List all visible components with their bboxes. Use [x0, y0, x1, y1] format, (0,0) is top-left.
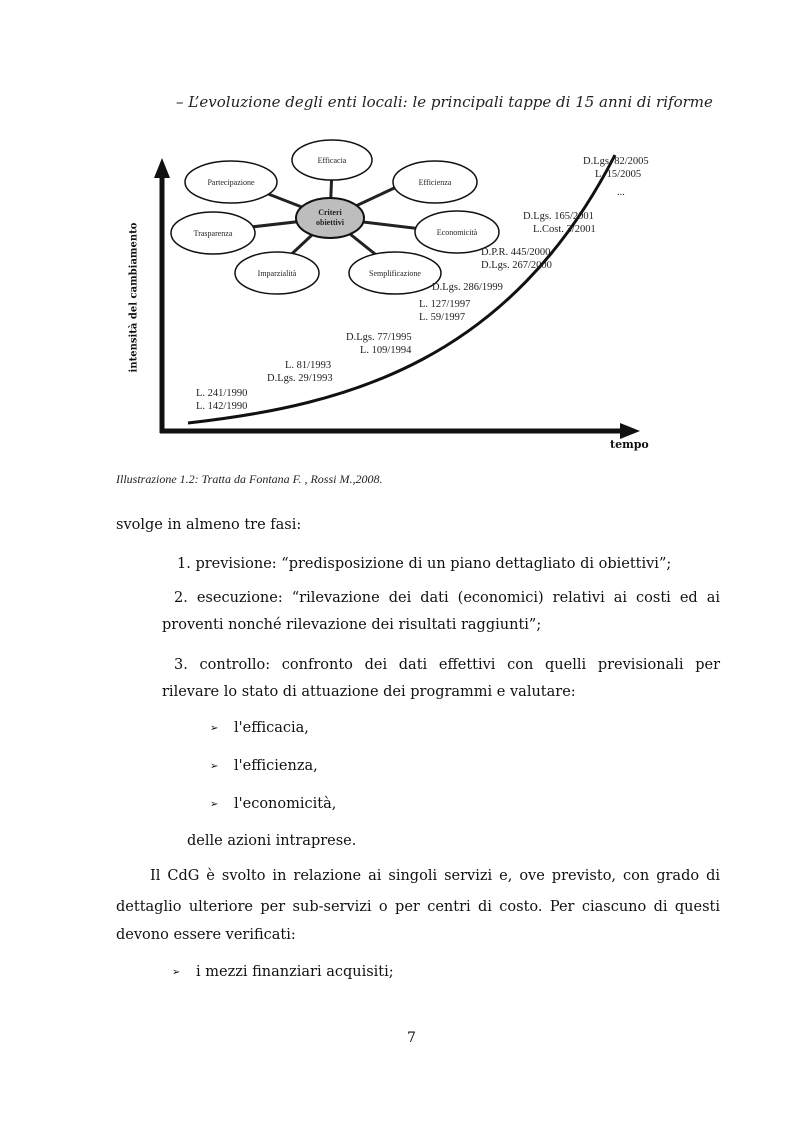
milestone-line: D.Lgs. 29/1993	[267, 373, 333, 384]
milestone	[583, 155, 649, 181]
milestone-line: L. 142/1990	[196, 401, 248, 412]
milestone	[481, 246, 552, 272]
figure-diagram	[110, 80, 670, 460]
bubble-label: Imparzialità	[257, 269, 297, 278]
y-axis-label: intensità del cambiamento	[128, 222, 140, 373]
bubble-label: Trasparenza	[193, 229, 233, 238]
sub-item: l'efficacia,	[234, 720, 309, 736]
x-axis-label: tempo	[610, 438, 649, 451]
bubble-label: Efficacia	[317, 156, 347, 165]
milestone	[346, 331, 412, 357]
last-item: i mezzi finanziari acquisiti;	[196, 964, 394, 980]
bubble-label: Efficienza	[418, 178, 452, 187]
page-number: 7	[407, 1030, 416, 1046]
center-label-1: Criteri	[318, 208, 342, 217]
milestone-line: L. 241/1990	[196, 388, 248, 399]
bubble-label: Partecipazione	[207, 178, 255, 187]
milestone-line: D.Lgs. 82/2005	[583, 156, 649, 167]
bullet-arrow-icon: ➢	[172, 967, 181, 978]
bullet-arrow-icon: ➢	[210, 761, 219, 772]
bullet-arrow-icon: ➢	[210, 799, 219, 810]
milestone-line: D.Lgs. 165/2001	[523, 211, 594, 222]
milestone-line: L. 109/1994	[360, 345, 412, 356]
milestone-line: L. 81/1993	[285, 360, 332, 371]
phase-2-line-1: 2. esecuzione: “rilevazione dei dati (economici) relativi ai costi ed ai	[174, 590, 720, 606]
milestone	[523, 210, 596, 236]
sub-item: l'efficienza,	[234, 758, 318, 774]
phase-3-line-2: rilevare lo stato di attuazione dei programmi e valutare:	[162, 684, 576, 700]
intro-text: svolge in almeno tre fasi:	[116, 517, 302, 533]
figure-title: – L’evoluzione degli enti locali: le principali tappe di 15 anni di riforme	[176, 93, 713, 111]
milestone-line: D.Lgs. 77/1995	[346, 332, 412, 343]
milestone-line: D.P.R. 445/2000	[481, 247, 551, 258]
figure-caption: Illustrazione 1.2: Tratta da Fontana F. , Rossi M.,2008.	[116, 472, 383, 486]
bubble-label: Semplificazione	[369, 269, 421, 278]
phase-1: 1. previsione: “predisposizione di un piano dettagliato di obiettivi”;	[177, 556, 672, 572]
phase-2-line-2: proventi nonché rilevazione dei risultati raggiunti”;	[162, 617, 542, 633]
milestone-line: L. 127/1997	[419, 299, 471, 310]
milestone-line: L. 15/2005	[595, 169, 642, 180]
bubble-label: Economicità	[436, 228, 478, 237]
milestone	[432, 281, 503, 294]
after-sub-items: delle azioni intraprese.	[187, 833, 357, 849]
center-label-2: obiettivi	[316, 218, 344, 227]
paragraph-line-2: dettaglio ulteriore per sub-servizi o per centri di costo. Per ciascuno di questi	[116, 899, 720, 915]
milestone	[196, 387, 247, 413]
paragraph-line-1: Il CdG è svolto in relazione ai singoli servizi e, ove previsto, con grado di	[150, 868, 720, 884]
milestone	[617, 186, 625, 199]
milestone-line: L.Cost. 3/2001	[533, 224, 596, 235]
y-axis-arrow	[154, 158, 170, 178]
milestone-line: D.Lgs. 286/1999	[432, 282, 503, 293]
milestone	[267, 359, 333, 385]
milestone	[419, 298, 470, 324]
milestone-line: ...	[617, 187, 625, 198]
milestone-line: D.Lgs. 267/2000	[481, 260, 552, 271]
x-axis-arrow	[620, 423, 640, 439]
bullet-arrow-icon: ➢	[210, 723, 219, 734]
sub-item: l'economicità,	[234, 796, 337, 812]
paragraph-line-3: devono essere verificati:	[116, 927, 296, 943]
figure	[110, 80, 713, 460]
milestone-line: L. 59/1997	[419, 312, 466, 323]
phase-3-line-1: 3. controllo: confronto dei dati effettivi con quelli previsionali per	[174, 657, 720, 673]
